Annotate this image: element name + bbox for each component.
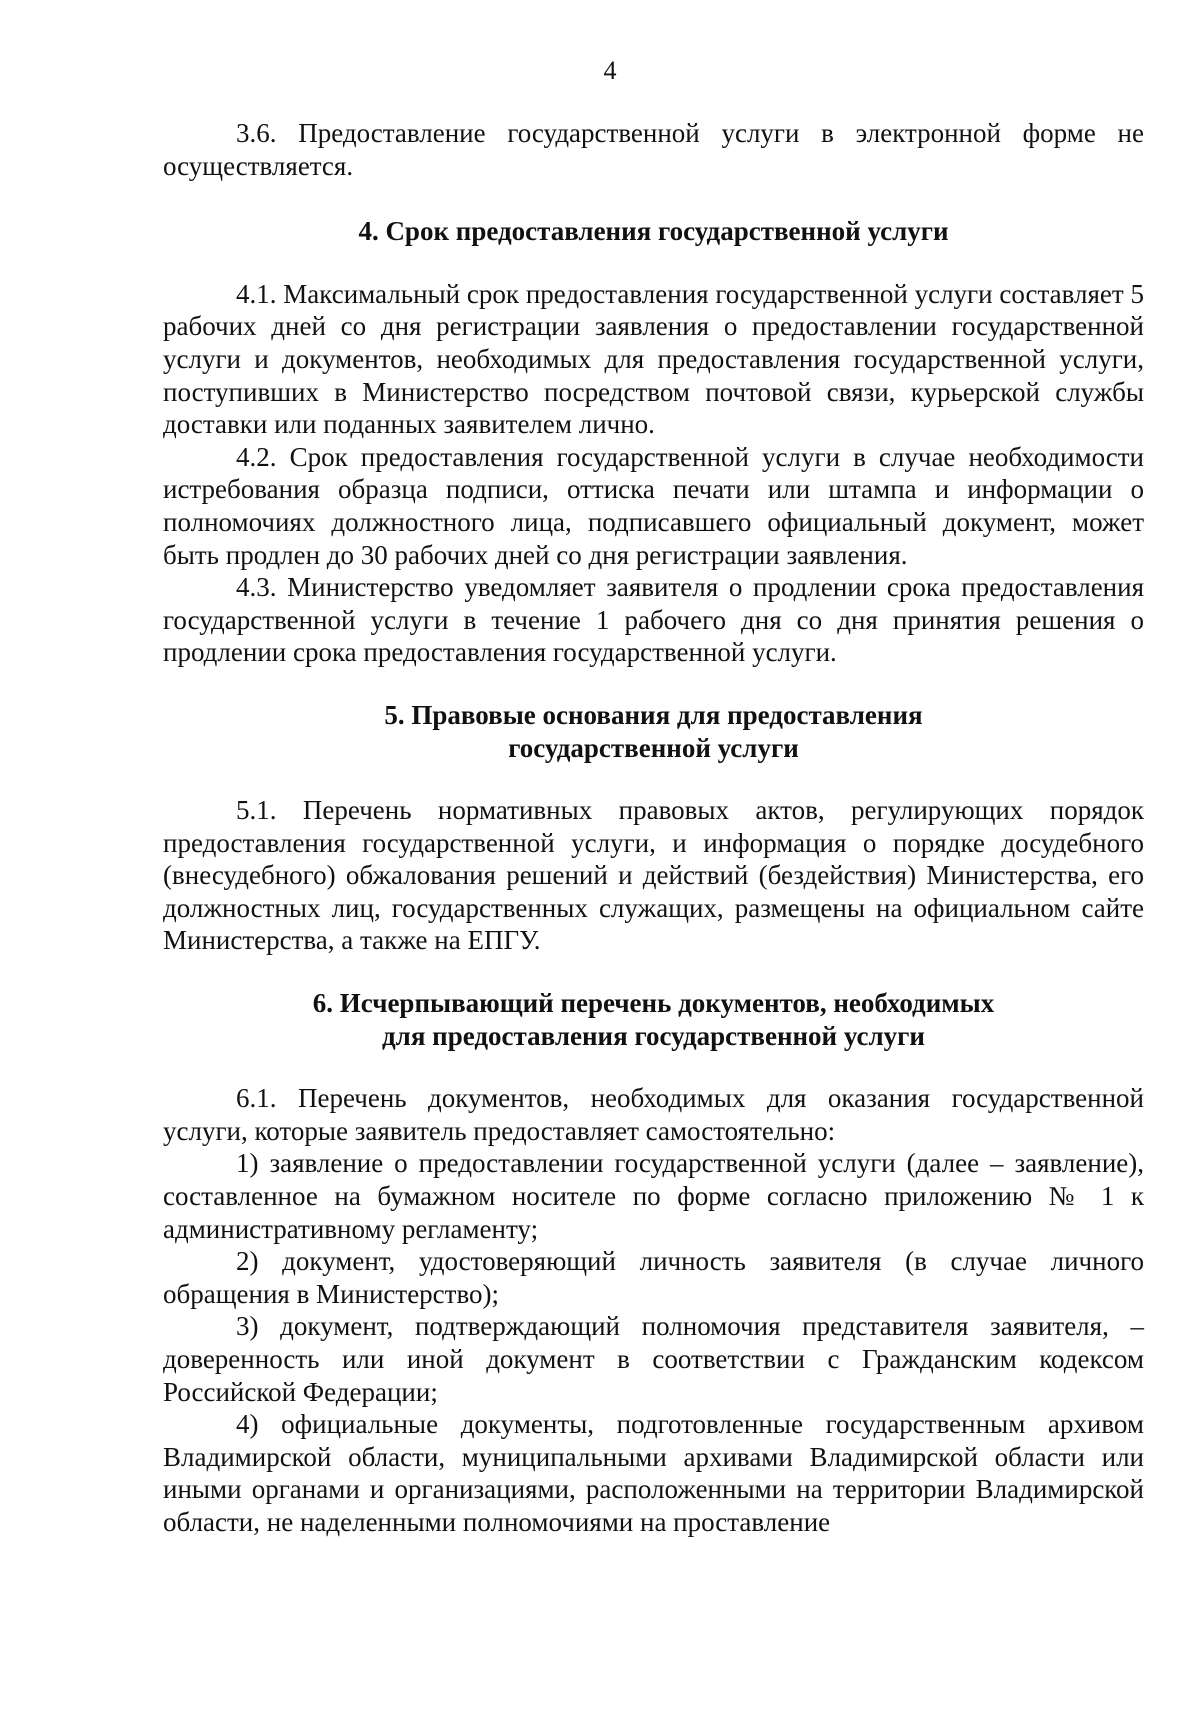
section-heading-6 [163,987,1144,1052]
section-heading-6-line-1: 6. Исчерпывающий перечень документов, необходимых [312,988,995,1019]
paragraph-4-2: 4.2. Срок предоставления государственной услуги в случае необходимости истребования образца подписи, оттиска печати или штампа и информации о полномочиях должностного лица, подписавшего официальный документ, может быть продлен до 30 рабочих дней со дня регистрации заявления. [163,441,1144,570]
paragraph-4-3: 4.3. Министерство уведомляет заявителя о продлении срока предоставления государственной услуги в течение 1 рабочего дня со дня принятия решения о продлении срока предоставления государственной услуги. [163,572,1144,668]
list-item-1: 1) заявление о предоставлении государственной услуги (далее – заявление), составленное на бумажном носителе по форме согласно приложению № 1 к административному регламенту; [163,1148,1144,1244]
document-body [163,117,1144,1539]
section-heading-5-line-1: 5. Правовые основания для предоставления [384,699,923,730]
list-item-4: 4) официальные документы, подготовленные государственным архивом Владимирской области, муниципальными архивами Владимирской области или иными органами и организациями, расположенными на территории Владимирской области, не наделенными полномочиями на проставление [163,1409,1144,1537]
section-heading-6-line-2: для предоставления государственной услуги [382,1020,925,1051]
paragraph-6-1: 6.1. Перечень документов, необходимых для оказания государственной услуги, которые заявитель предоставляет самостоятельно: [163,1083,1144,1146]
section-heading-5 [163,699,1144,764]
list-item-3: 3) документ, подтверждающий полномочия представителя заявителя, – доверенность или иной документ в соответствии с Гражданским кодексом Российской Федерации; [163,1311,1144,1407]
paragraph-5-1: 5.1. Перечень нормативных правовых актов, регулирующих порядок предоставления государственной услуги, и информация о порядке досудебного (внесудебного) обжалования решений и действий (бездействия) Министерства, его должностных лиц, государственных служащих, размещены на официальном сайте Министерства, а также на ЕПГУ. [163,795,1144,956]
page-number: 4 [603,56,617,85]
list-item-2: 2) документ, удостоверяющий личность заявителя (в случае личного обращения в Министерство); [163,1246,1144,1309]
section-heading-4: 4. Срок предоставления государственной услуги [358,216,949,247]
section-heading-5-line-2: государственной услуги [508,732,799,763]
paragraph-3-6: 3.6. Предоставление государственной услуги в электронной форме не осуществляется. [163,118,1144,181]
paragraph-4-1: 4.1. Максимальный срок предоставления государственной услуги составляет 5 рабочих дней со дня регистрации заявления о предоставлении государственной услуги и документов, необходимых для предоставления государственной услуги, поступивших в Министерство посредством почтовой связи, курьерской службы доставки или поданных заявителем лично. [163,278,1144,440]
